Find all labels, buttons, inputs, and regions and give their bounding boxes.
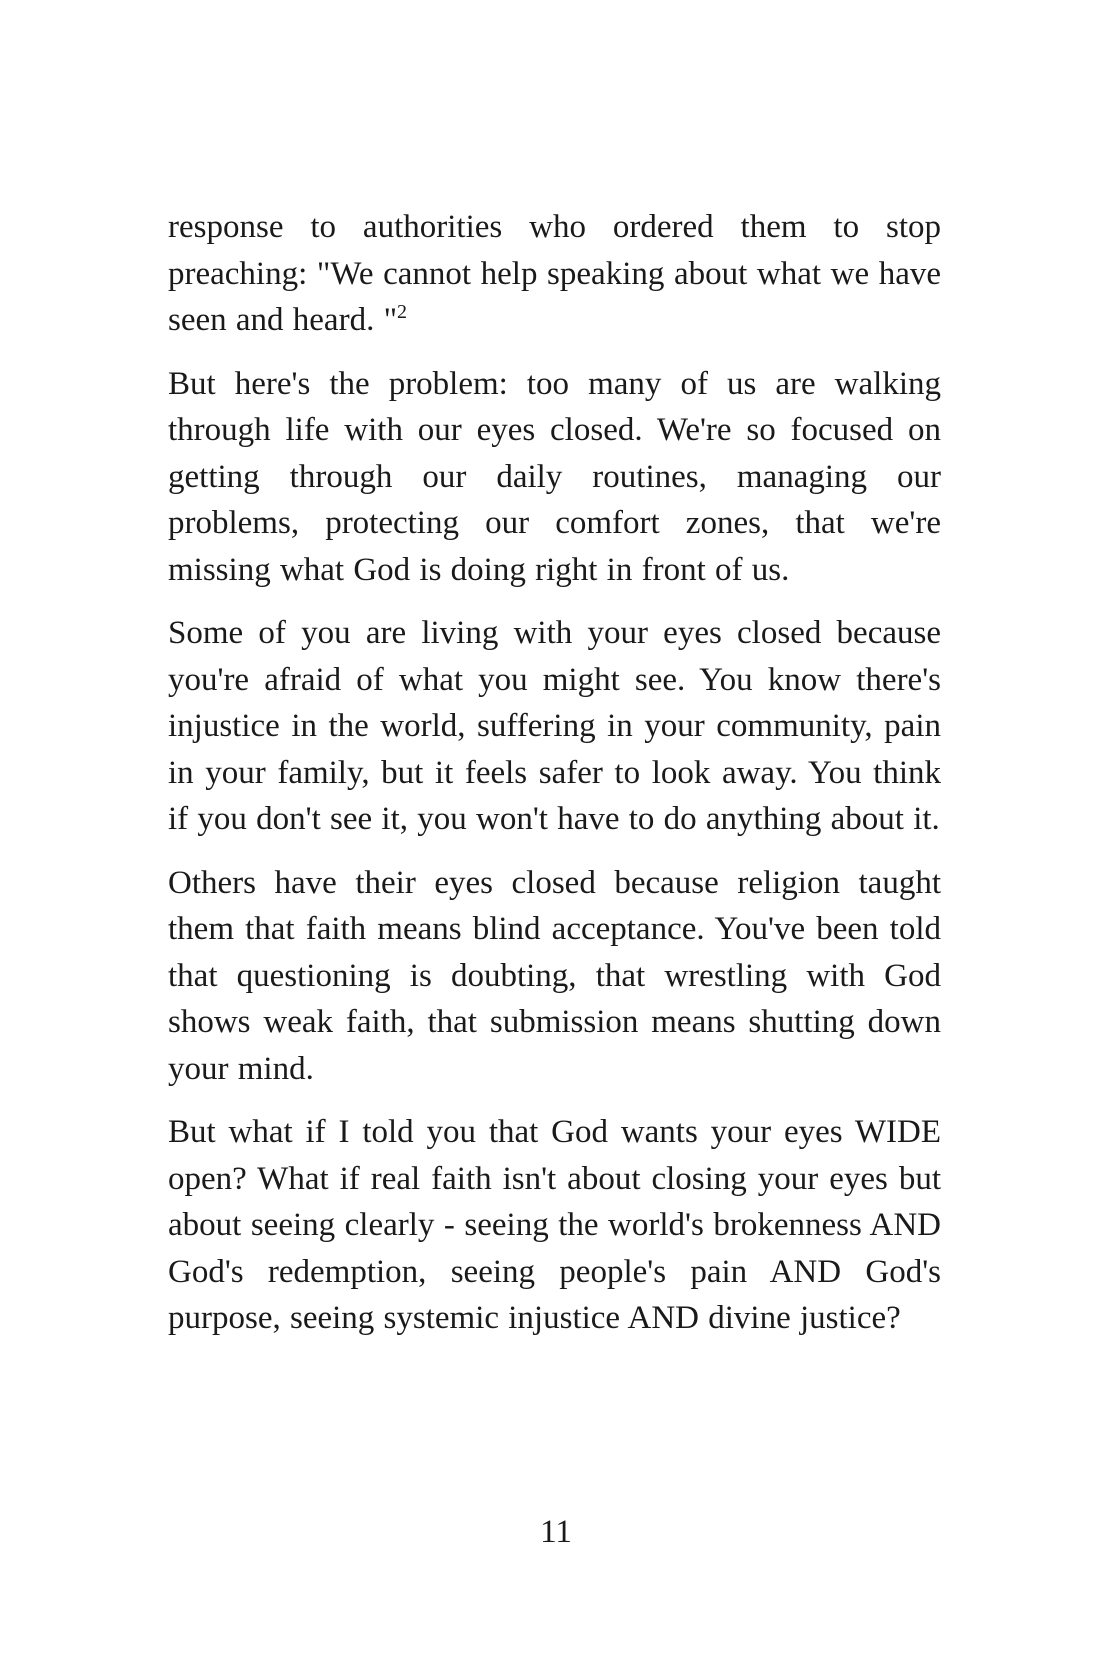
paragraph-3: Some of you are living with your eyes closed because you're afraid of what you might see. You know there's injustice in the world, suffering in your community, pain in your family, but it feels safer to look away. You think if you don't see it, you won't have to do anything about it. — [168, 615, 941, 837]
paragraph-1-text: response to authorities who ordered them to stop preaching: "We cannot help speaking about what we have seen and heard. " — [168, 209, 941, 338]
paragraph-5: But what if I told you that God wants your eyes WIDE open? What if real faith isn't about closing your eyes but about seeing clearly - seeing the world's brokenness AND God's redemption, seeing people's pain AND God's purpose, seeing systemic injustice AND divine justice? — [168, 1114, 941, 1336]
body-text — [168, 204, 941, 1359]
page-number: 11 — [540, 1514, 572, 1550]
paragraph-4: Others have their eyes closed because religion taught them that faith means blind acceptance. You've been told that questioning is doubting, that wrestling with God shows weak faith, that submission means shutting down your mind. — [168, 864, 941, 1087]
paragraph-1 — [168, 204, 941, 344]
footnote-reference[interactable]: 2 — [397, 301, 408, 323]
paragraph-2: But here's the problem: too many of us are walking through life with our eyes closed. We're so focused on getting through our daily routines, managing our problems, protecting our comfort zones, that we're missing what God is doing right in front of us. — [168, 365, 941, 588]
